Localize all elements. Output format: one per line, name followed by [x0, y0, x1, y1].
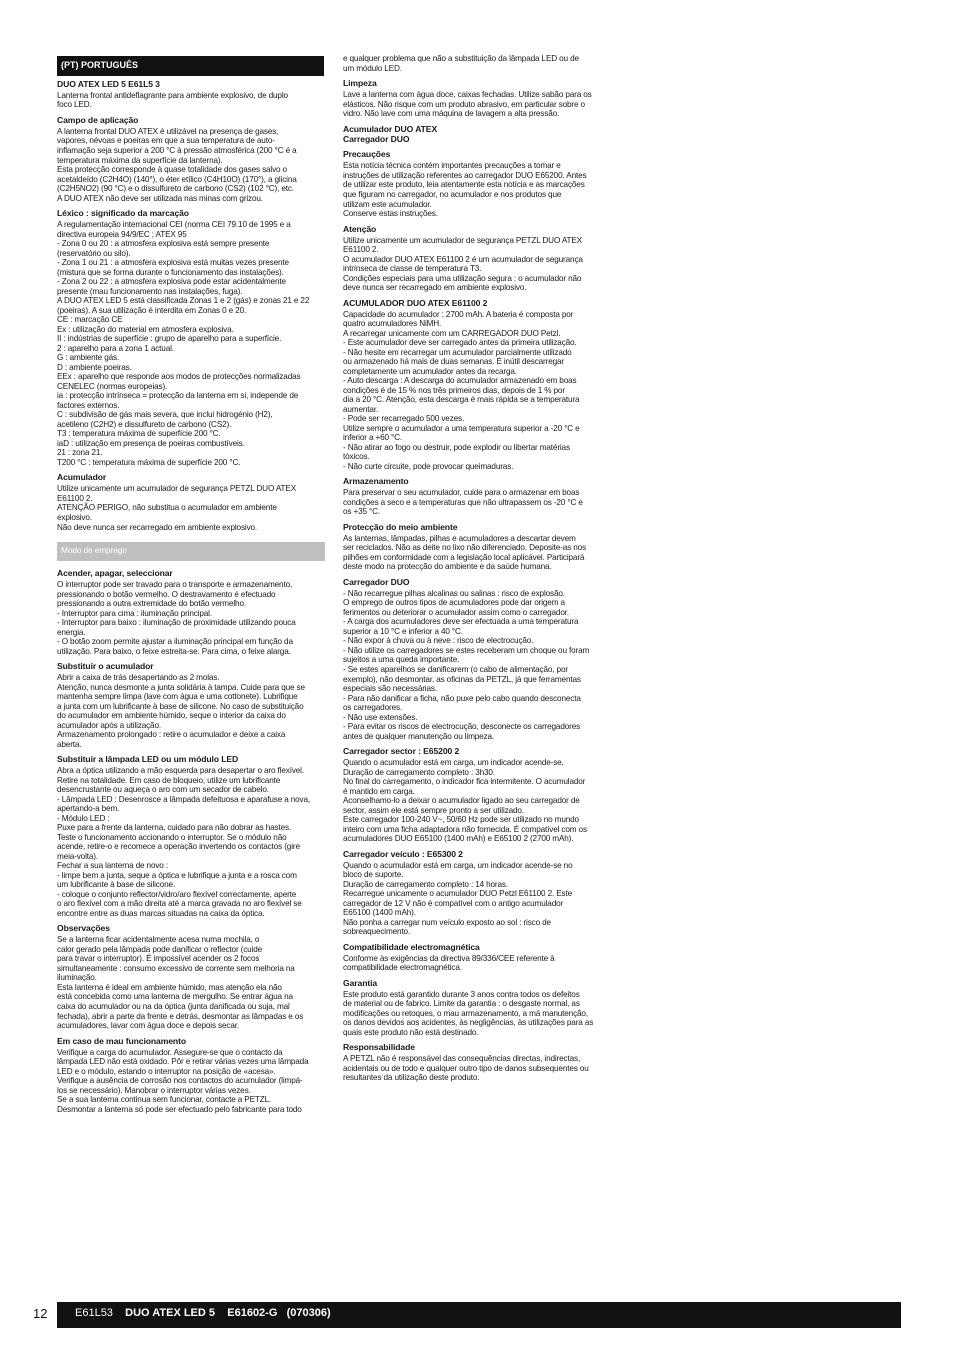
subheading-label: Modo de emprego [61, 545, 127, 556]
section-body: Este produto está garantido durante 3 anos contra todos os defeitos de material ou de fabrico. Limite da garantia : o desgaste normal, as modificações ou retoques, o mau armazenamento, a má manutenção, os danos devidos aos acidentes, às negligências, às utilizações para as quais este produto não está destinado. [343, 989, 594, 1037]
section-body: Quando o acumulador está em carga, um indicador acende-se. Duração de carregamento completo : 3h30. No final do carregamento, o indicador fica intermitente. O acumulador é mantido em carga. Aconselhamo-lo a deixar o acumulador ligado ao seu carregador de sector, assim ele está sempre pronto a ser utilizado. Este carregador 100-240 V~, 50/60 Hz pode ser utilizado no mundo inteiro com uma ficha adaptadora não fornecida. É compatível com os acumuladores DUO E65100 (1400 mAh) e E65100 2 (2700 mAh). [343, 758, 587, 844]
right-intro-text: e qualquer problema que não a substituição da lâmpada LED ou de um módulo LED. [343, 54, 579, 73]
section-body: Para preservar o seu acumulador, cuide para o armazenar em boas condições a seco e a temperaturas que não ultrapassem os -20 °C e os +35 °C. [343, 488, 583, 517]
section [57, 569, 325, 656]
section-body: Quando o acumulador está em carga, um indicador acende-se no bloco de suporte. Duração de carregamento completo : 14 horas. Recarregue unicamente o acumulador DUO Petzl E61100 2. Este carregador de 12 V não é compatível com o antigo acumulador E65100 (1400 mAh). Não ponha a carregar num veículo exposto ao sol : risco de sobreaquecimento. [343, 860, 573, 937]
section [57, 1037, 325, 1115]
right-sections [343, 79, 611, 1083]
section-title: Carregador DUO [343, 576, 410, 587]
left-column [57, 80, 325, 1114]
section-title: Observações [57, 923, 110, 934]
section-title: Armazenamento [343, 476, 409, 487]
section-body: Utilize unicamente um acumulador de segurança PETZL DUO ATEX E61100 2. ATENÇÃO PERIGO, não substitua o acumulador em ambiente explosivo. Não deve nunca ser recarregado em ambiente explosivo. [57, 484, 297, 532]
section-title: Substituir a lâmpada LED ou um módulo LED [57, 754, 239, 765]
section-title: Acumulador [57, 472, 107, 483]
section [57, 209, 325, 467]
footer-bar [57, 1302, 901, 1328]
section-title: Acumulador DUO ATEX Carregador DUO [343, 123, 438, 144]
section-body: Verifique a carga do acumulador. Assegure-se que o contacto da lâmpada LED não está oxidado. Pôr e retirar várias vezes uma lâmpada LED e o módulo, estando o interruptor na posição de «acesa». Verifique a ausência de corrosão nos contactos do acumulador (limpá- los se necessário). Manobrar o interruptor várias vezes. Se a sua lanterna continua sem funcionar, contacte a PETZL. Desmontar a lanterna só pode ser efectuado pelo fabricante para todo [57, 1047, 309, 1114]
footer-ref: E61L53 [75, 1307, 113, 1319]
page-number: 12 [33, 1306, 48, 1321]
section [343, 299, 611, 472]
section-title: Campo de aplicação [57, 115, 139, 125]
section-body: As lanternas, lâmpadas, pilhas e acumuladores a descartar devem ser reciclados. Não as deite no lixo não diferenciado. Deposite-as nos pilhões em conformidade com a legislação local aplicável. Participará deste modo na protecção do ambiente e da saúde humana. [343, 533, 587, 572]
section-body: Abrir a caixa de trás desapertando as 2 molas. Atenção, nunca desmonte a junta solidária à tampa. Cuide para que se mantenha sempre limpa (lave com água e uma cottonete). Lubrifique a junta com um lubrificante à base de silicone. No caso de substituição do acumulador em ambiente húmido, seque o interior da caixa do acumulador após a utilização. Armazenamento prolongado : retire o acumulador e deixe a caixa aberta. [57, 673, 305, 749]
section [343, 1043, 611, 1083]
section-title: Atenção [343, 223, 377, 234]
section-body: - Não recarregue pilhas alcalinas ou salinas : risco de explosão. O emprego de outros tipos de acumuladores pode dar origem a ferimentos ou deteriorar o acumulador assim como o carregador. - A carga dos acumuladores deve ser efectuada a uma temperatura superior a 10 °C e inferior a 40 °C. - Não expor à chuva ou à neve : risco de electrocução. - Não utilize os carregadores se estes receberam um choque ou foram sujeitos a uma queda importante. - Se estes aparelhos se danificarem (o cabo de alimentação, por exemplo), não desmontar. as oficinas da PETZL, já que ferramentas especiais são necessárias. - Para não danificar a ficha, não puxe pelo cabo quando desconecta os carregadores. - Não use extensões. - Para evitar os riscos de electrocução, desconecte os carregadores antes de qualquer manutenção ou limpeza. [343, 588, 590, 741]
section-title: ACUMULADOR DUO ATEX E61100 2 [343, 297, 488, 308]
footer-date: (070306) [286, 1307, 331, 1319]
section [343, 943, 611, 973]
section [57, 755, 325, 918]
section [57, 662, 325, 749]
section-body: Esta notícia técnica contém importantes precauções a tomar e instruções de utilização referentes ao carregador DUO E65200. Antes de utilizar este produto, leia atentamente esta notícia e as marcações que figuram no carregador, no acumulador e nos produtos que utilizam este acumulador. Conserve estas instruções. [343, 161, 587, 219]
section [343, 979, 611, 1038]
section [343, 125, 611, 145]
section [343, 477, 611, 517]
section-body: Conforme às exigências da directiva 89/336/CEE referente à compatibilidade electromagnética. [343, 953, 555, 973]
language-label: (PT) PORTUGUÊS [61, 60, 139, 70]
subheading-bar [57, 542, 325, 561]
section [343, 747, 611, 844]
section-body: Lave a lanterna com água doce, caixas fechadas. Utilize sabão para os elásticos. Não risque com um produto abrasivo, em particular sobre o vidro. Não lave com uma máquina de lavagem a alta pressão. [343, 90, 592, 119]
section-title: Substituir o acumulador [57, 661, 154, 672]
section-body: A lanterna frontal DUO ATEX é utilizável na presença de gases, vapores, névoas e poeiras em que a sua temperatura de auto- inflamação seja superior a 200 °C à pressão atmosférica (200 °C é a temperatura máxima da superfície da lanterna). Esta protecção corresponde à quase totalidade dos gases salvo o acetaldeído (C2H4O) (140°), o éter etílico (C4H10O) (170°), a glicina (C2H5NO2) (90 °C) e o dissulfureto de carbono (CS2) (102 °C), etc. A DUO ATEX não deve ser utilizada nas minas com grizou. [57, 126, 297, 203]
section [57, 473, 325, 532]
section-title: Acender, apagar, seleccionar [57, 568, 173, 579]
section-title: Léxico : significado da marcação [57, 208, 189, 219]
section-title: Protecção do meio ambiente [343, 521, 458, 532]
footer-text [75, 1307, 331, 1319]
section [57, 80, 325, 110]
section-body: O interruptor pode ser travado para o transporte e armazenamento, pressionando o botão vermelho. O destravamento é efectuado pressionando a outra extremidade do botão vermelho. - Interruptor para cima : iluminação principal. - Interruptor para baixo : iluminação de proximidade utilizando pouca energia. - O botão zoom permite ajustar a iluminação principal em função da utilização. Para baixo, o feixe estreita-se. Para cima, o feixe alarga. [57, 579, 296, 656]
section-title: Precauções [343, 149, 391, 160]
section [343, 850, 611, 937]
section-title: Limpeza [343, 78, 377, 89]
section [343, 578, 611, 741]
section-title: Carregador veículo : E65300 2 [343, 848, 463, 859]
right-column [343, 54, 611, 1083]
section [57, 924, 325, 1030]
footer-product: DUO ATEX LED 5 [125, 1307, 216, 1319]
language-header-bar [57, 56, 324, 76]
section [343, 79, 611, 119]
section-title: Compatibilidade electromagnética [343, 941, 480, 952]
left-sections-a [57, 80, 325, 532]
left-sections-b [57, 569, 325, 1114]
section-body: Utilize unicamente um acumulador de segurança PETZL DUO ATEX E61100 2. O acumulador DUO ATEX E61100 2 é um acumulador de segurança intrínseca de classe de temperatura T3. Condições especiais para uma utilização segura : o acumulador não deve nunca ser recarregado em ambiente explosivo. [343, 235, 583, 293]
section-body: Se a lanterna ficar acidentalmente acesa numa mochila, o calor gerado pela lâmpada pode danificar o reflector (cuide para travar o interruptor). É impossível acender os 2 focos simultaneamente : consumo excessivo de corrente sem melhoria na iluminação. Esta lanterna é ideal em ambiente húmido, mas atenção ela não está concebida como uma lanterna de mergulho. Se entrar água na caixa do acumulador ou na da óptica (junta danificada ou suja, mal fechada), abrir a parte da frente e detrás, desmontar as lâmpadas e os acumuladores, lavar com água doce e depois secar. [57, 935, 304, 1031]
section-body: Lanterna frontal antideflagrante para ambiente explosivo, de duplo foco LED. [57, 90, 288, 110]
section [343, 225, 611, 293]
section-title: Garantia [343, 977, 378, 988]
section-title: DUO ATEX LED 5 E61L5 3 [57, 79, 160, 89]
section [57, 116, 325, 203]
section-body: Abra a óptica utilizando a mão esquerda para desapertar o aro flexível. Retire na totalidade. Em caso de bloqueio, utilize um lubrificante desencrustante ou aqueça o aro com um secador de cabelo. - Lâmpada LED : Desenrosce a lâmpada defeituosa e aparafuse a nova, apertando-a bem. - Módulo LED : Puxe para a frente da lanterna, cuidado para não dobrar as hastes. Teste o funcionamento accionando o interruptor. Se o módulo não acende, retire-o e recomece a operação invertendo os contactos (gire meia-volta). Fechar a sua lanterna de novo : - limpe bem a junta, seque a óptica e lubrifique a junta e a rosca com um lubrificante à base de silicone. - coloque o conjunto reflector/vidro/aro flexível correctamente, aperte o aro flexível com a mão direita até a marca gravada no aro flexível se encontre entre as duas marcas situadas na caixa da óptica. [57, 766, 311, 918]
section [343, 150, 611, 218]
section-body: Capacidade do acumulador : 2700 mAh. A bateria é composta por quatro acumuladores NiMH. A recarregar unicamente com um CARREGADOR DUO Petzl. - Este acumulador deve ser carregado antes da primeira utilização. - Não hesite em recarregar um acumulador parcialmente utilizado ou armazenado há mais de duas semanas. É inútil descarregar completamente um acumulador antes da recarga. - Auto descarga : A descarga do acumulador armazenado em boas condições é de 15 % nos três primeiros dias, depois de 1 % por dia a 20 °C. Atenção, esta descarga é mais rápida se a temperatura aumentar. - Pode ser recarregado 500 vezes. Utilize sempre o acumulador a uma temperatura superior a -20 °C e inferior a +60 °C. - Não atirar ao fogo ou destruir, pode explodir ou libertar matérias tóxicos. - Não curte circuite, pode provocar queimaduras. [343, 309, 580, 471]
footer-code: E61602-G [227, 1307, 278, 1319]
section-body: A PETZL não é responsável das consequências directas, indirectas, acidentais ou de todo e qualquer outro tipo de danos subsequentes ou resultantes da utilização deste produto. [343, 1054, 589, 1083]
section [343, 523, 611, 572]
section-body: A regulamentação internacional CEI (norma CEI 79.10 de 1995 e a directiva europeia 94/9/EC ; ATEX 95 - Zona 0 ou 20 : a atmosfera explosiva está sempre presente (reservatório ou silo). - Zona 1 ou 21 : a atmosfera explosiva está muitas vezes presente (mistura que se forma durante o funcionamento das instalações). - Zona 2 ou 22 : a atmosfera explosiva pode estar acidentalmente presente (mau funcionamento nas instalações, fuga). A DUO ATEX LED 5 está classificada Zonas 1 e 2 (gás) e zonas 21 e 22 (poeiras). A sua utilização é interdita em Zonas 0 e 20. CE : marcação CE Ex : utilização do material em atmosfera explosiva. II : indústrias de superfície : grupo de aparelho para a superfície. 2 : aparelho para a zona 1 actual. G : ambiente gás. D : ambiente poeiras. EEx : aparelho que responde aos modos de protecções normalizadas CENELEC (normas europeias). ia : protecção intrínseca = protecção da lanterna em si, independe de factores externos. C : subdivisão de gás mais severa, que inclui hidrogénio (H2), acetileno (C2H2) e dissulfureto de carbono (CS2). T3 : temperatura máxima de superfície 200 °C. iaD : utilização em presença de poeiras combustíveis. 21 : zona 21. T200 °C : temperatura máxima de superfície 200 °C. [57, 220, 310, 467]
section-title: Em caso de mau funcionamento [57, 1035, 186, 1046]
section-title: Responsabilidade [343, 1042, 415, 1053]
section-title: Carregador sector : E65200 2 [343, 746, 460, 757]
